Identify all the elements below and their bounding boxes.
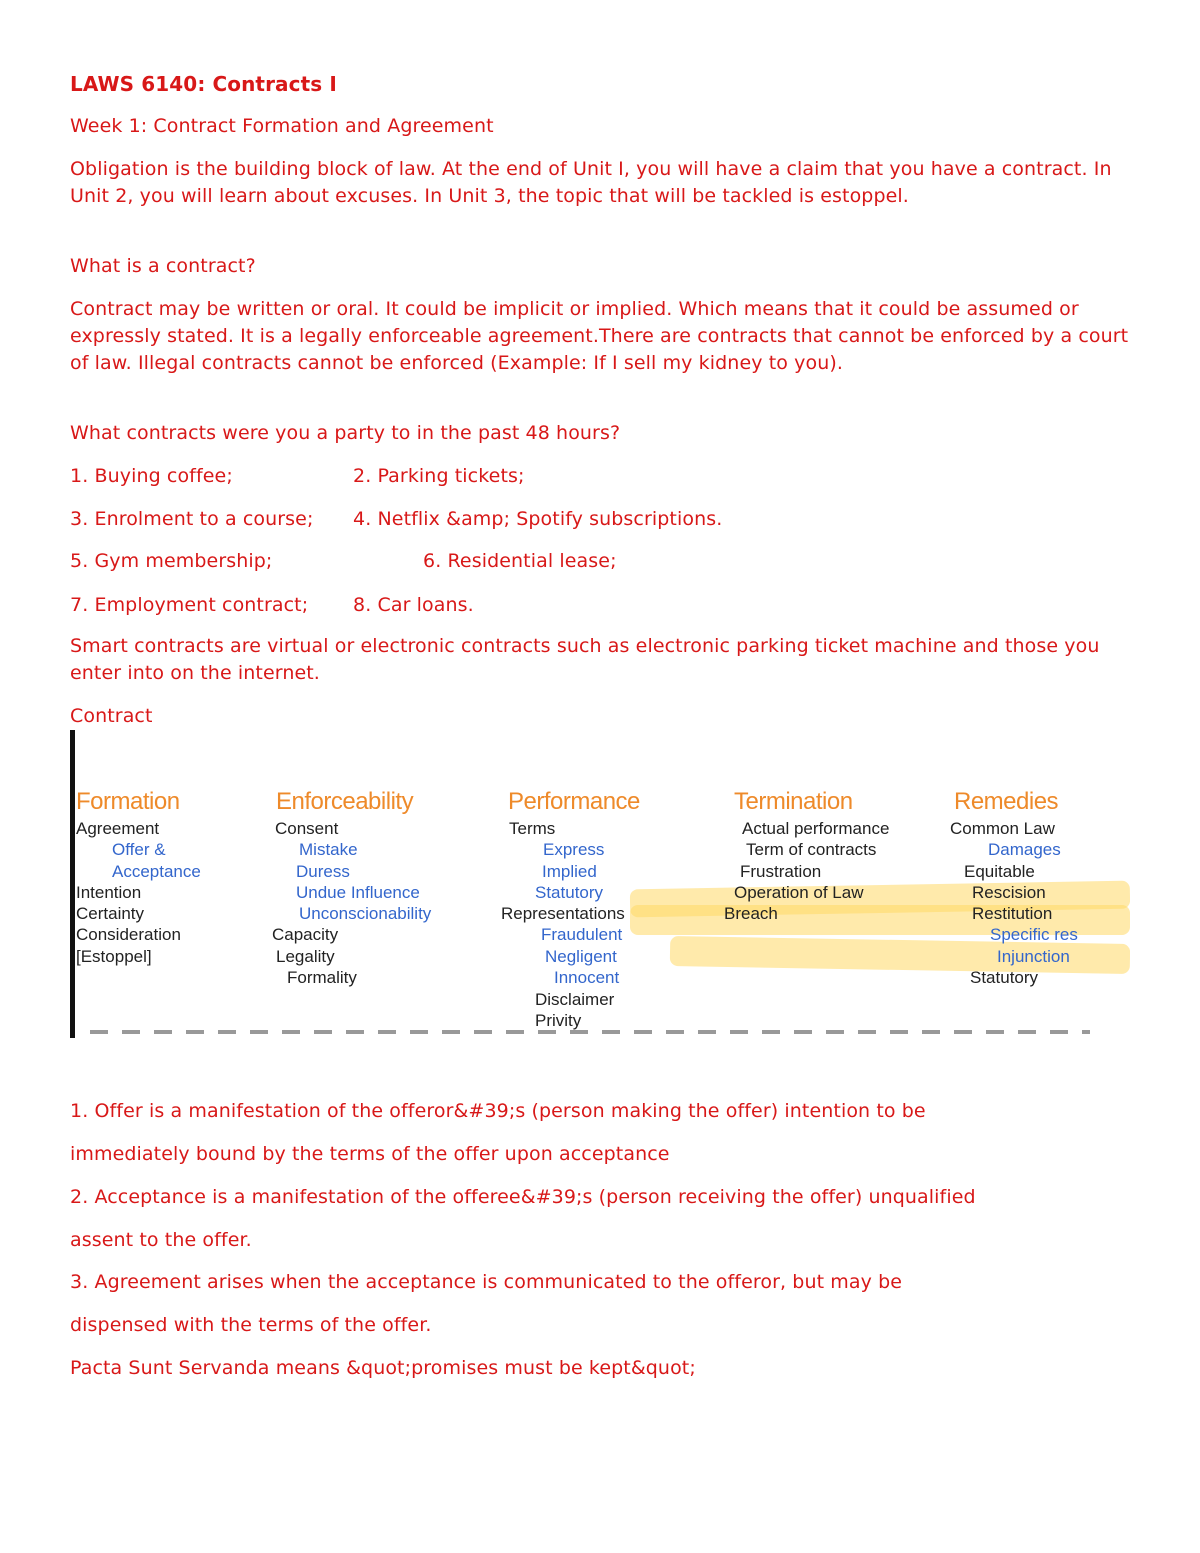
- performance-item: Statutory: [535, 883, 604, 902]
- formation-item: Agreement: [76, 819, 160, 838]
- termination-item: Term of contracts: [746, 840, 877, 859]
- enforceability-item: Undue Influence: [296, 883, 420, 902]
- enforceability-item: Legality: [276, 947, 335, 966]
- list-item: 5. Gym membership;: [70, 550, 273, 572]
- past-contracts-question: What contracts were you a party to in the past 48 hours?: [70, 422, 621, 444]
- performance-item: Implied: [542, 862, 597, 881]
- enforceability-item: Formality: [287, 968, 357, 987]
- remedies-item: Rescision: [972, 883, 1046, 902]
- point-line: 2. Acceptance is a manifestation of the offeree&#39;s (person receiving the offer) unqualified: [70, 1186, 976, 1208]
- list-item: 3. Enrolment to a course;: [70, 508, 314, 530]
- remedies-item: Injunction: [997, 947, 1070, 966]
- pacta-line: Pacta Sunt Servanda means &quot;promises must be kept&quot;: [70, 1357, 696, 1379]
- document-title: LAWS 6140: Contracts I: [70, 72, 337, 96]
- list-item: 1. Buying coffee;: [70, 465, 233, 487]
- performance-item: Innocent: [554, 968, 620, 987]
- heading-enforceability: Enforceability: [276, 788, 414, 815]
- performance-item: Privity: [535, 1011, 582, 1030]
- formation-item: Intention: [76, 883, 142, 902]
- termination-item: Operation of Law: [734, 883, 864, 902]
- cropped-text-remnant: [90, 1030, 1090, 1034]
- point-line: 1. Offer is a manifestation of the offeror&#39;s (person making the offer) intention to be: [70, 1100, 926, 1122]
- enforceability-item: Capacity: [272, 925, 339, 944]
- remedies-item: Specific res: [990, 925, 1078, 944]
- figure-left-bar: [70, 730, 75, 1038]
- week-heading: Week 1: Contract Formation and Agreement: [70, 115, 494, 137]
- remedies-item: Damages: [988, 840, 1061, 859]
- remedies-item: Restitution: [972, 904, 1053, 923]
- enforceability-item: Duress: [296, 862, 350, 881]
- contract-paragraph: Contract may be written or oral. It could be implicit or implied. Which means that it could be assumed or expressly stated. It is a legally enforceable agreement.There are contracts that cannot be enforced by a court of law. Illegal contracts cannot be enforced (Example: If I sell my kidney to you).: [70, 298, 1129, 374]
- enforceability-item: Unconscionability: [299, 904, 432, 923]
- contract-overview-figure: [70, 730, 1130, 1040]
- point-line: 3. Agreement arises when the acceptance is communicated to the offeror, but may be: [70, 1271, 903, 1293]
- termination-item: Frustration: [740, 862, 822, 881]
- performance-item: Negligent: [545, 947, 617, 966]
- obligation-paragraph: Obligation is the building block of law. At the end of Unit I, you will have a claim that you have a contract. In Unit 2, you will learn about excuses. In Unit 3, the topic that will be tackled is estoppel.: [70, 158, 1112, 207]
- heading-remedies: Remedies: [954, 788, 1059, 815]
- heading-formation: Formation: [76, 788, 180, 815]
- formation-item: Consideration: [76, 925, 181, 944]
- what-is-contract-question: What is a contract?: [70, 255, 256, 277]
- performance-item: Representations: [501, 904, 625, 923]
- point-line: assent to the offer.: [70, 1229, 252, 1251]
- heading-performance: Performance: [508, 788, 640, 815]
- list-item: 8. Car loans.: [353, 594, 474, 616]
- list-item: 4. Netflix &amp; Spotify subscriptions.: [353, 508, 723, 530]
- contract-label: Contract: [70, 705, 153, 727]
- formation-item: Offer &: [112, 840, 166, 859]
- list-item: 7. Employment contract;: [70, 594, 309, 616]
- formation-item: Acceptance: [112, 862, 201, 881]
- smart-contracts-paragraph: Smart contracts are virtual or electronic contracts such as electronic parking ticket machine and those you enter into on the internet.: [70, 635, 1100, 684]
- list-item: 2. Parking tickets;: [353, 465, 525, 487]
- formation-item: [Estoppel]: [76, 947, 152, 966]
- list-item: 6. Residential lease;: [423, 550, 617, 572]
- termination-item: Actual performance: [742, 819, 890, 838]
- performance-item: Fraudulent: [541, 925, 623, 944]
- point-line: immediately bound by the terms of the offer upon acceptance: [70, 1143, 670, 1165]
- performance-item: Express: [543, 840, 605, 859]
- performance-item: Disclaimer: [535, 990, 615, 1009]
- remedies-item: Common Law: [950, 819, 1055, 838]
- formation-item: Certainty: [76, 904, 145, 923]
- point-line: dispensed with the terms of the offer.: [70, 1314, 432, 1336]
- enforceability-item: Consent: [275, 819, 339, 838]
- enforceability-item: Mistake: [299, 840, 358, 859]
- heading-termination: Termination: [734, 788, 853, 815]
- termination-item: Breach: [724, 904, 778, 923]
- remedies-item: Statutory: [970, 968, 1039, 987]
- performance-item: Terms: [509, 819, 556, 838]
- remedies-item: Equitable: [964, 862, 1035, 881]
